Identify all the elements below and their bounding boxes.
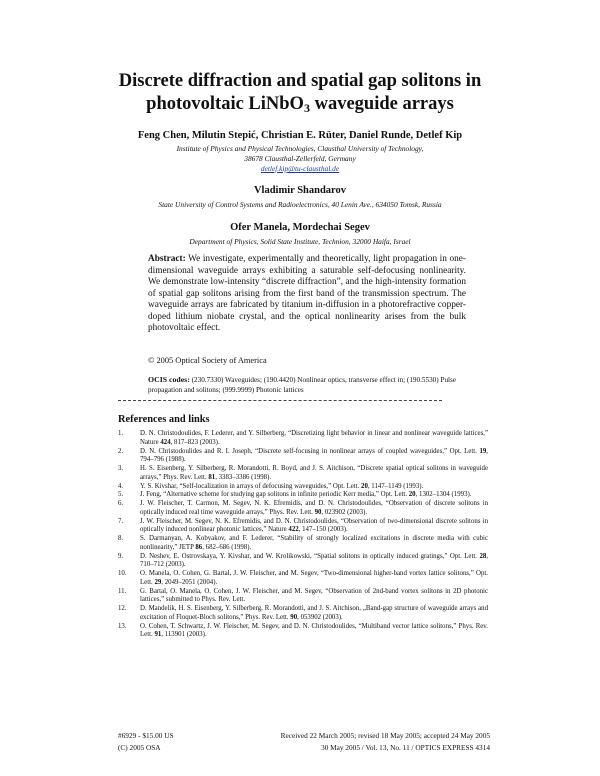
reference-number: 3.: [118, 465, 124, 472]
title-line-1: Discrete diffraction and spatial gap solitons in: [118, 71, 482, 91]
reference-item: [118, 465, 488, 483]
reference-item: [118, 623, 488, 641]
reference-pages: , 710–712 (2003).: [140, 552, 488, 569]
reference-volume: 90: [290, 613, 298, 621]
reference-volume: 81: [208, 473, 216, 481]
reference-pages: , 2049–2051 (2004).: [161, 578, 218, 586]
ocis-label: OCIS codes:: [148, 375, 190, 384]
references-heading: References and links: [118, 414, 210, 425]
reference-item: [118, 430, 488, 448]
reference-volume: 424: [160, 438, 171, 446]
reference-number: 1.: [118, 430, 124, 437]
reference-text: S. Darmanyan, A. Kobyakov, and F. Lederer, “Stability of strongly localized excitations in discrete media with cubic nonlinearity,” JETP: [140, 535, 488, 551]
author-group-1: Feng Chen, Milutin Stepić, Christian E. Rüter, Daniel Runde, Detlef Kip: [137, 130, 463, 141]
reference-text: H. S. Eisenberg, Y. Silberberg, R. Morandotti, R. Boyd, and J. S. Aitchison, “Discrete spatial optical solitons in waveguide arrays,” Phys. Rev. Lett.: [140, 465, 488, 481]
reference-number: 7.: [118, 517, 124, 525]
reference-volume: 91: [154, 631, 162, 639]
reference-text: G. Bartal, O. Manela, O. Cohen, J. W. Fleischer, and M. Segev, “Observation of 2nd-band vortex solitons in 2D photonic lattices,” submitted to Phys. Rev. Lett.: [140, 587, 488, 604]
ocis-text: (230.7330) Waveguides; (190.4420) Nonlinear optics, transverse effect in; (190.5530) Pulse propagation and solitons; (999.9999) Photonic lattices: [148, 376, 457, 394]
affiliation-1-line-2: 38678 Clausthal-Zellerfeld, Germany: [244, 154, 356, 163]
reference-text: J. W. Fleischer, M. Segev, N. K. Efremidis, and D. N. Christodoulides, “Observation of two-dimensional discrete solitons in optically induced nonlinear photonic lattices,” Nature: [140, 517, 488, 534]
reference-pages: , 053902 (2003).: [297, 613, 343, 621]
reference-volume: 20: [361, 482, 368, 490]
reference-number: 6.: [118, 500, 124, 507]
reference-volume: 19: [479, 447, 487, 455]
paper-title: [60, 70, 540, 116]
abstract: [148, 254, 466, 335]
footer-received-dates: Received 22 March 2005; revised 18 May 2005; accepted 24 May 2005: [280, 731, 490, 740]
reference-item: [118, 605, 488, 623]
reference-number: 2.: [118, 447, 124, 455]
reference-text: D. Neshev, E. Ostrovskaya, Y. Kivshar, and W. Krolikowski, “Spatial solitons in optically induced gratings,” Opt. Lett.: [140, 552, 480, 560]
reference-item: [118, 588, 488, 606]
reference-item: [118, 535, 488, 553]
reference-pages: , 147–150 (2003).: [298, 526, 348, 534]
reference-item: [118, 570, 488, 588]
reference-volume: 90: [314, 508, 322, 516]
reference-text: D. N. Christodoulides, F. Lederer, and Y. Silberberg, “Discretizing light behavior in linear and nonlinear waveguide lattices,” Nature: [140, 430, 488, 446]
reference-volume: 86: [195, 543, 203, 551]
reference-item: [118, 491, 488, 500]
reference-pages: , 023902 (2003).: [321, 508, 368, 516]
reference-list: [118, 430, 488, 640]
reference-item: [118, 518, 488, 536]
author-group-2: Vladimir Shandarov: [253, 185, 347, 196]
reference-volume: 29: [154, 578, 162, 586]
reference-pages: , 1302–1304 (1993).: [415, 491, 472, 499]
reference-text: D. N. Christodoulides and R. I. Joseph, “Discrete self-focusing in nonlinear arrays of coupled waveguides,” Opt. Lett.: [140, 447, 480, 455]
reference-pages: , 794–796 (1988).: [140, 447, 488, 464]
reference-number: 5.: [118, 491, 124, 499]
reference-number: 12.: [118, 605, 127, 612]
footer-copyright: (C) 2005 OSA: [118, 743, 161, 752]
affiliation-1-line-1: Institute of Physics and Physical Technologies, Clausthal University of Technology,: [176, 144, 424, 153]
abstract-label: Abstract:: [148, 254, 186, 264]
reference-volume: 20: [408, 491, 416, 499]
author-email-link[interactable]: detlef.kip@tu-clausthal.de: [260, 164, 340, 173]
footer-price: #6929 - $15.00 US: [118, 731, 174, 740]
reference-volume: 28: [479, 552, 487, 560]
footer-citation: 30 May 2005 / Vol. 13, No. 11 / OPTICS EXPRESS 4314: [321, 743, 490, 752]
title-line-2-pre: photovoltaic LiNbO: [146, 94, 304, 114]
affiliation-2: State University of Control Systems and Radioelectronics, 40 Lenin Ave., 634050 Tomsk, Russia: [158, 200, 442, 209]
copyright-notice: © 2005 Optical Society of America: [148, 356, 267, 365]
affiliation-3: Department of Physics, Solid State Institute, Technion, 32000 Haifa, Israel: [189, 237, 411, 246]
reference-number: 13.: [118, 622, 127, 630]
author-email-container: [60, 164, 540, 174]
reference-number: 10.: [118, 570, 127, 577]
reference-text: Y. S. Kivshar, “Self-localization in arrays of defocusing waveguides,” Opt. Lett.: [140, 482, 362, 490]
reference-item: [118, 483, 488, 492]
reference-pages: , 3383–3386 (1998).: [215, 473, 272, 481]
reference-number: 9.: [118, 552, 124, 560]
reference-item: [118, 448, 488, 466]
reference-text: J. Feng, “Alternative scheme for studying gap solitons in infinite periodic Kerr media,” Opt. Lett.: [140, 491, 409, 499]
reference-volume: 422: [288, 526, 299, 534]
reference-pages: , 817–823 (2003).: [170, 438, 220, 446]
ocis-codes: [148, 375, 458, 395]
reference-item: [118, 500, 488, 518]
reference-item: [118, 553, 488, 571]
author-group-3: Ofer Manela, Mordechai Segev: [230, 222, 370, 233]
title-line-2: [60, 93, 540, 116]
reference-number: 11.: [118, 587, 127, 595]
reference-pages: , 682–686 (1998).: [202, 543, 252, 551]
reference-text: J. W. Fleischer, T. Carmon, M. Segev, N. K. Efremidis, and D. N. Christodoulides, “Observation of discrete solitons in optically induced real time waveguide arrays,” Phys. Rev. Lett.: [140, 500, 488, 516]
section-divider: [118, 400, 442, 401]
abstract-text: We investigate, experimentally and theoretically, light propagation in one-dimensional waveguide arrays exhibiting a saturable self-defocusing nonlinearity. We demonstrate low-intensity “discrete diffraction”, and the high-intensity formation of spatial gap solitons arising from the first band of the transmission spectrum. The waveguide arrays are fabricated by titanium in-diffusion in a photorefractive copper-doped lithium niobate crystal, and the optical nonlinearity arises from the bulk photovoltaic effect.: [148, 254, 466, 333]
reference-text: D. Mandelik, H. S. Eisenberg, Y. Silberberg, R. Morandotti, and J. S. Aitchison, „Band-gap structure of waveguide arrays and excitation of Floquet-Bloch solitons,” Phys. Rev. Lett.: [140, 605, 488, 621]
reference-number: 4.: [118, 482, 124, 490]
reference-text: O. Cohen, T. Schwartz, J. W. Fleischer, M. Segev, and D. N. Christodoulides, “Multiband vector lattice solitons,” Phys. Rev. Lett.: [140, 622, 488, 639]
reference-pages: , 1147–1149 (1993).: [367, 482, 424, 490]
title-subscript: 3: [303, 101, 310, 115]
reference-text: O. Manela, O. Cohen, G. Bartal, J. W. Fleischer, and M. Segev, “Two-dimensional higher-band vortex lattice solitons,” Opt. Lett.: [140, 570, 488, 586]
reference-pages: , 113901 (2003).: [161, 631, 207, 639]
reference-number: 8.: [118, 535, 124, 542]
title-line-2-post: waveguide arrays: [309, 94, 454, 114]
